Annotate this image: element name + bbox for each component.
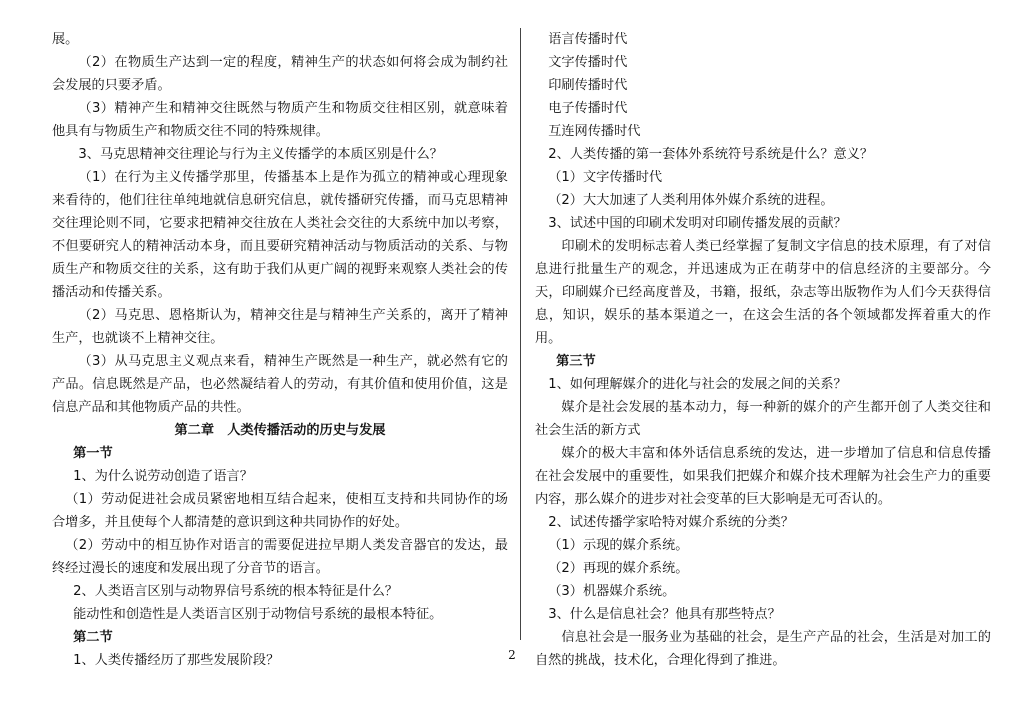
paragraph: 1、人类传播经历了那些发展阶段？ [73,653,280,668]
paragraph: （2）大大加速了人类利用体外媒介系统的进程。 [548,193,834,208]
paragraph: 能动性和创造性是人类语言区别于动物信号系统的最根本特征。 [73,607,443,622]
paragraph: 媒介是社会发展的基本动力，每一种新的媒介的产生都开创了人类交往和社会生活的新方式 [535,400,991,438]
paragraph: 3、什么是信息社会？他具有那些特点？ [548,607,781,622]
right-column [535,28,991,672]
paragraph: （1）文字传播时代 [548,170,663,185]
paragraph: （3）机器媒介系统。 [548,584,676,599]
paragraph: 媒介的极大丰富和体外话信息系统的发达，进一步增加了信息和信息传播在社会发展中的重要性，如果我们把媒介和媒介技术理解为社会生产力的重要内容，那么媒介的进步对社会变革的巨大影响是无可否认的。 [535,446,991,507]
paragraph: 电子传播时代 [548,101,628,116]
paragraph: 文字传播时代 [548,55,628,70]
page-number: 2 [508,648,516,662]
paragraph: 3、马克思精神交往理论与行为主义传播学的本质区别是什么？ [78,147,443,162]
paragraph: 印刷术的发明标志着人类已经掌握了复制文字信息的技术原理，有了对信息进行批量生产的观念，并迅速成为正在萌芽中的信息经济的主要部分。今天，印刷媒介已经高度普及，书籍，报纸，杂志等出版物作为人们今天获得信息，知识，娱乐的基本渠道之一，在这会生活的各个领域都发挥着重大的作用。 [535,239,991,346]
paragraph: （2）劳动中的相互协作对语言的需要促进拉早期人类发音器官的发达，最终经过漫长的速度和发展出现了分音节的语言。 [52,538,508,576]
column-divider [520,28,521,640]
paragraph: （1）劳动促进社会成员紧密地相互结合起来，使相互支持和共同协作的场合增多，并且使每个人都清楚的意识到这种共同协作的好处。 [52,492,508,530]
paragraph: 1、为什么说劳动创造了语言？ [73,469,253,484]
paragraph: 展。 [52,32,79,47]
chapter-heading: 第二章 人类传播活动的历史与发展 [174,423,386,438]
left-column [52,28,508,672]
paragraph: （2）在物质生产达到一定的程度，精神生产的状态如何将会成为制约社会发展的只要矛盾。 [52,55,508,93]
section-heading: 第三节 [556,354,596,369]
paragraph: （1）示现的媒介系统。 [548,538,689,553]
paragraph: （3）精神产生和精神交往既然与物质产生和物质交往相区别，就意味着他具有与物质生产和物质交往不同的特殊规律。 [52,101,508,139]
paragraph: 2、人类语言区别与动物界信号系统的根本特征是什么？ [73,584,398,599]
paragraph: 3、试述中国的印刷术发明对印刷传播发展的贡献？ [548,216,847,231]
section-heading: 第一节 [73,446,113,461]
paragraph: 信息社会是一服务业为基础的社会，是生产产品的社会，生活是对加工的自然的挑战，技术化，合理化得到了推进。 [535,630,991,668]
paragraph: 2、人类传播的第一套体外系统符号系统是什么？意义？ [548,147,874,162]
paragraph: （1）在行为主义传播学那里，传播基本上是作为孤立的精神或心理现象来看待的，他们往往单纯地就信息研究信息，就传播研究传播，而马克思精神交往理论则不同，它要求把精神交往放在人类社会交往的大系统中加以考察，不但要研究人的精神活动本身，而且要研究精神活动与物质活动的关系、与物质生产和物质交往的关系，这有助于我们从更广阔的视野来观察人类社会的传播活动和传播关系。 [52,170,508,300]
paragraph: 印刷传播时代 [548,78,628,93]
paragraph: 语言传播时代 [548,32,628,47]
paragraph: 2、试述传播学家哈特对媒介系统的分类？ [548,515,794,530]
section-heading: 第二节 [73,630,113,645]
paragraph: （2）再现的媒介系统。 [548,561,689,576]
paragraph: 1、如何理解媒介的进化与社会的发展之间的关系？ [548,377,847,392]
paragraph: （2）马克思、恩格斯认为，精神交往是与精神生产关系的，离开了精神生产，也就谈不上精神交往。 [52,308,508,346]
paragraph: 互连网传播时代 [548,124,641,139]
paragraph: （3）从马克思主义观点来看，精神生产既然是一种生产，就必然有它的产品。信息既然是产品，也必然凝结着人的劳动，有其价值和使用价值，这是信息产品和其他物质产品的共性。 [52,354,508,415]
